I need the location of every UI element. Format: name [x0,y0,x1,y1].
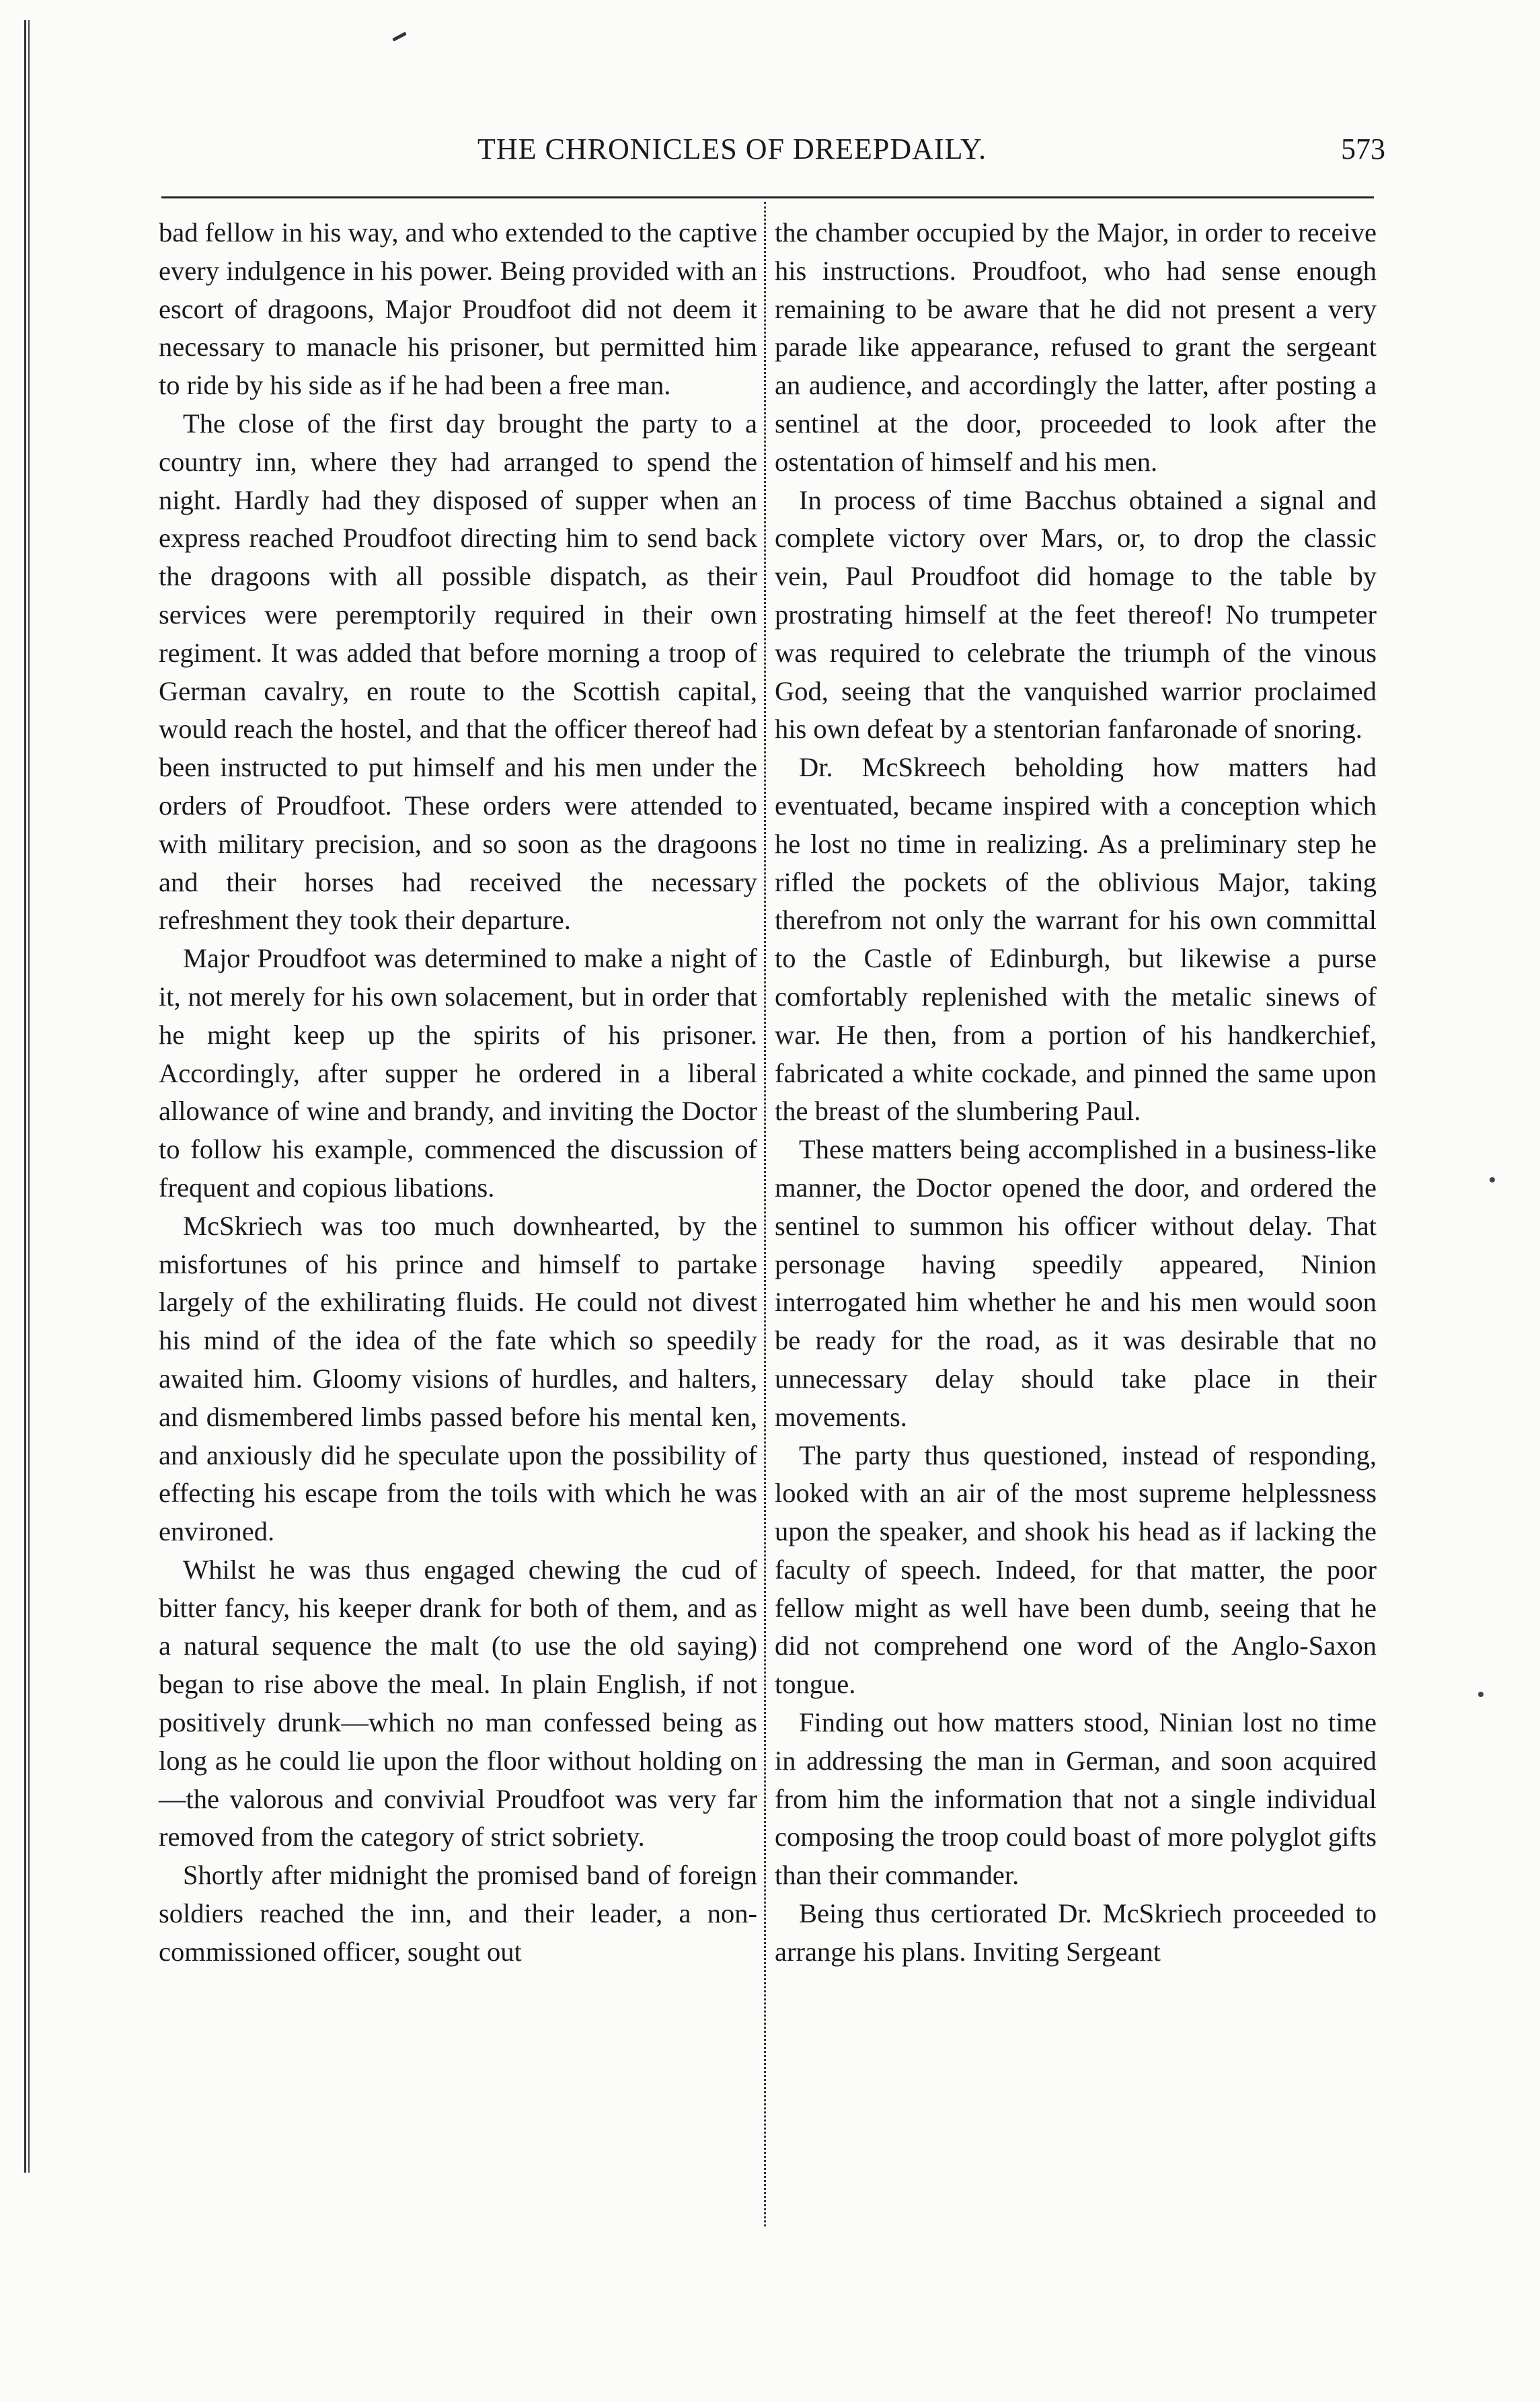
right-column [775,214,1377,1972]
pencil-mark [392,32,407,42]
ink-speck [1490,1177,1495,1183]
paragraph: Finding out how matters stood, Ninian lost no time in addressing the man in German, and soon acquired from him the information that not a single individual composing the troop could boast of more polyglot gifts than their commander. [775,1707,1377,1891]
paragraph: bad fellow in his way, and who extended to the captive every indulgence in his power. Being provided with an escort of dragoons, Major Proudfoot did not deem it necessary to manacle his prisoner, but permitted him to ride by his side as if he had been a free man. [159,217,757,401]
running-title: THE CHRONICLES OF DREEPDAILY. [477,133,987,165]
paragraph: Shortly after midnight the promised band of foreign soldiers reached the inn, and their leader, a non-commissioned officer, sought out [159,1860,757,1967]
page-number: 573 [1341,133,1385,165]
paragraph: Being thus certiorated Dr. McSkriech proceeded to arrange his plans. Inviting Sergeant [775,1898,1377,1967]
paragraph: Dr. McSkreech beholding how matters had eventuated, became inspired with a conception which he lost no time in realizing. As a preliminary step he rifled the pockets of the oblivious Major, taking therefrom not only the warrant for his own committal to the Castle of Edinburgh, but likewise a purse comfortably replenished with the metalic sinews of war. He then, from a portion of his handkerchief, fabricated a white cockade, and pinned the same upon the breast of the slumbering Paul. [775,752,1377,1127]
paragraph: Whilst he was thus engaged chewing the cud of bitter fancy, his keeper drank for both of them, and as a natural sequence the malt (to use the old saying) began to rise above the meal. In plain English, if not positively drunk—which no man confessed being as long as he could lie upon the floor without holding on—the valorous and convivial Proudfoot was very far removed from the category of strict sobriety. [159,1554,757,1852]
paragraph: McSkriech was too much downhearted, by the misfortunes of his prince and himself to partake largely of the exhilirating fluids. He could not divest his mind of the idea of the fate which so speedily awaited him. Gloomy visions of hurdles, and halters, and dismembered limbs passed before his mental ken, and anxiously did he speculate upon the possibility of effecting his escape from the toils with which he was environed. [159,1210,757,1547]
paragraph: The party thus questioned, instead of responding, looked with an air of the most supreme helplessness upon the speaker, and shook his head as if lacking the faculty of speech. Indeed, for that matter, the poor fellow might as well have been dumb, seeing that he did not comprehend one word of the Anglo-Saxon tongue. [775,1439,1377,1700]
scan-edge-rule [24,20,31,2173]
paragraph: These matters being accomplished in a business-like manner, the Doctor opened the door, and ordered the sentinel to summon his officer without delay. That personage having speedily appeared, Ninion interrogated him whether he and his men would soon be ready for the road, as it was desirable that no unnecessary delay should take place in their movements. [775,1134,1377,1432]
header-rule [161,196,1374,198]
column-divider [764,202,766,2226]
left-column [159,214,757,1972]
ink-speck [1478,1692,1484,1697]
running-head [155,132,1385,176]
paragraph: the chamber occupied by the Major, in order to receive his instructions. Proudfoot, who had sense enough remaining to be aware that he did not present a very parade like appearance, refused to grant the sergeant an audience, and accordingly the latter, after posting a sentinel at the door, proceeded to look after the ostentation of himself and his men. [775,217,1377,477]
paragraph: Major Proudfoot was determined to make a night of it, not merely for his own solacement, but in order that he might keep up the spirits of his prisoner. Accordingly, after supper he ordered in a liberal allowance of wine and brandy, and inviting the Doctor to follow his example, commenced the discussion of frequent and copious libations. [159,943,757,1203]
paragraph: In process of time Bacchus obtained a signal and complete victory over Mars, or, to drop the classic vein, Paul Proudfoot did homage to the table by prostrating himself at the feet thereof! No trumpeter was required to celebrate the triumph of the vinous God, seeing that the vanquished warrior proclaimed his own defeat by a stentorian fanfaronade of snoring. [775,484,1377,745]
paragraph: The close of the first day brought the party to a country inn, where they had arranged to spend the night. Hardly had they disposed of supper when an express reached Proudfoot directing him to send back the dragoons with all possible dispatch, as their services were peremptorily required in their own regiment. It was added that before morning a troop of German cavalry, en route to the Scottish capital, would reach the hostel, and that the officer thereof had been instructed to put himself and his men under the orders of Proudfoot. These orders were attended to with military precision, and so soon as the dragoons and their horses had received the necessary refreshment they took their departure. [159,408,757,936]
